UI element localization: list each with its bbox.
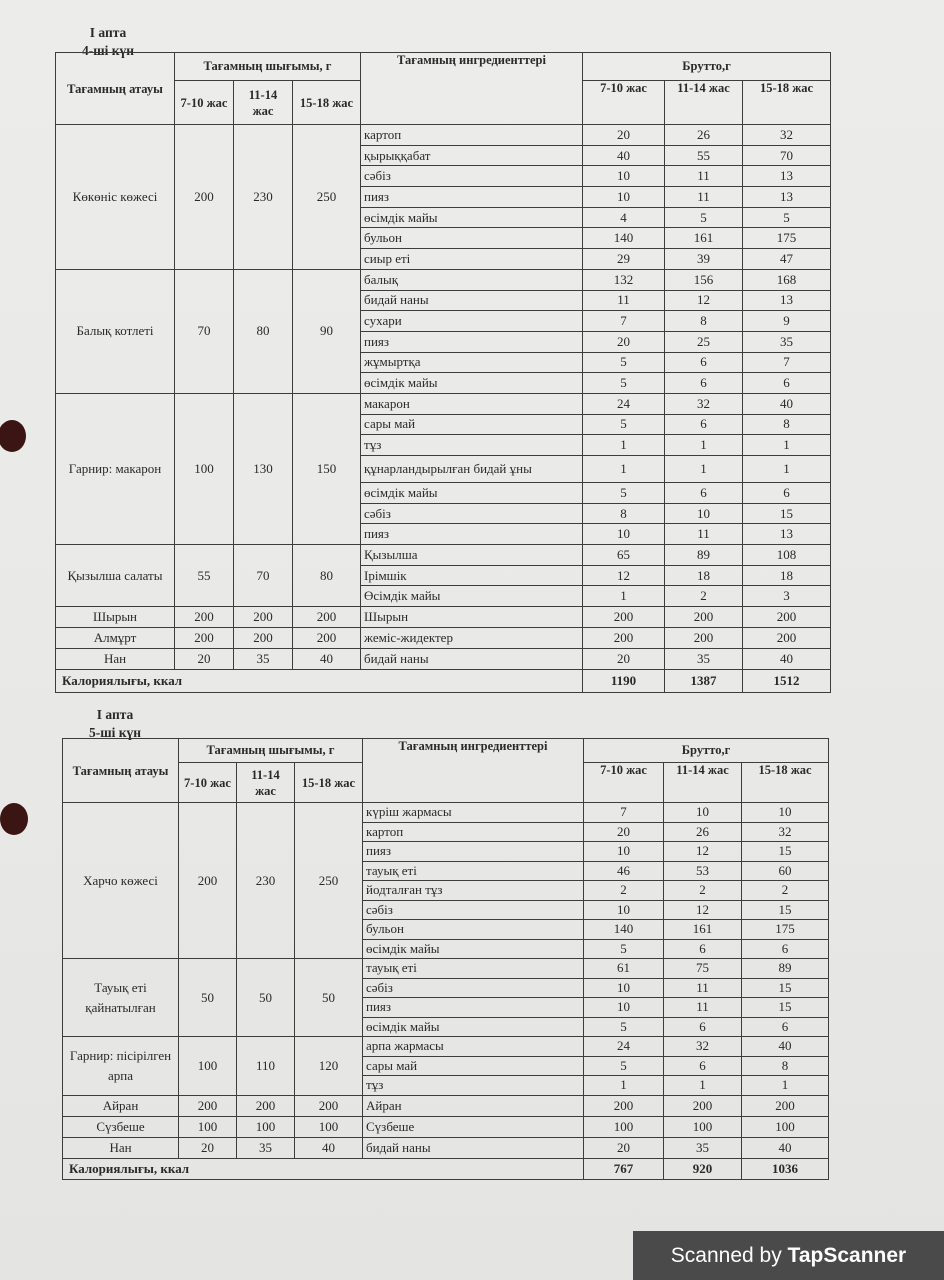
table-row	[63, 1095, 829, 1116]
brutto-value: 6	[665, 352, 743, 373]
table-row	[56, 393, 831, 414]
brutto-value: 8	[742, 1056, 829, 1076]
brutto-value: 200	[742, 1095, 829, 1116]
brutto-value: 161	[665, 228, 743, 249]
yield-age-header: 7-10 жас	[175, 81, 234, 125]
brutto-value: 6	[664, 1056, 742, 1076]
brutto-value: 40	[742, 1037, 829, 1057]
dish-yield: 35	[234, 649, 293, 670]
brutto-value: 6	[664, 939, 742, 959]
brutto-value: 40	[743, 393, 831, 414]
ingredient-name: тұз	[361, 435, 583, 456]
brutto-value: 8	[665, 311, 743, 332]
brutto-value: 7	[584, 803, 664, 823]
brutto-value: 1	[743, 435, 831, 456]
brutto-value: 5	[743, 207, 831, 228]
brutto-value: 18	[665, 565, 743, 586]
brutto-value: 108	[743, 545, 831, 566]
table-row	[56, 125, 831, 146]
brutto-value: 35	[665, 649, 743, 670]
yield-age-header: 7-10 жас	[179, 763, 237, 803]
menu-table-day5	[62, 738, 829, 1180]
brutto-value: 15	[742, 998, 829, 1018]
ingredient-name: сәбіз	[363, 900, 584, 920]
brutto-value: 5	[665, 207, 743, 228]
dish-name: Тауық еті қайнатылған	[63, 959, 179, 1037]
table-row	[56, 649, 831, 670]
brutto-value: 10	[583, 524, 665, 545]
brutto-value: 35	[743, 331, 831, 352]
brutto-value: 6	[665, 414, 743, 435]
brutto-value: 8	[743, 414, 831, 435]
brutto-value: 161	[664, 920, 742, 940]
brutto-value: 20	[583, 649, 665, 670]
ingredient-name: өсімдік майы	[363, 1017, 584, 1037]
ingredient-name: күріш жармасы	[363, 803, 584, 823]
dish-yield: 230	[237, 803, 295, 959]
dish-yield: 20	[175, 649, 234, 670]
brutto-value: 10	[742, 803, 829, 823]
brutto-value: 75	[664, 959, 742, 979]
dish-yield: 20	[179, 1137, 237, 1158]
ingredient-name: Шырын	[361, 607, 583, 628]
table-row	[56, 607, 831, 628]
dish-name: Сүзбеше	[63, 1116, 179, 1137]
brutto-value: 89	[742, 959, 829, 979]
dish-name: Айран	[63, 1095, 179, 1116]
dish-yield: 110	[237, 1037, 295, 1096]
brutto-value: 11	[664, 998, 742, 1018]
dish-yield: 250	[295, 803, 363, 959]
brutto-age-header: 11-14 жас	[665, 81, 743, 125]
brutto-value: 1	[743, 456, 831, 483]
ingredient-name: картоп	[363, 822, 584, 842]
dish-yield: 50	[237, 959, 295, 1037]
dish-yield: 200	[293, 607, 361, 628]
ingredient-name: макарон	[361, 393, 583, 414]
brutto-value: 5	[583, 352, 665, 373]
brutto-value: 13	[743, 166, 831, 187]
brutto-value: 53	[664, 861, 742, 881]
brutto-value: 20	[584, 1137, 664, 1158]
brutto-value: 10	[664, 803, 742, 823]
table-row	[56, 269, 831, 290]
brutto-header: Брутто,г	[584, 739, 829, 763]
week-label: I апта	[89, 25, 127, 40]
dish-yield: 200	[234, 628, 293, 649]
dish-name: Нан	[56, 649, 175, 670]
day-label: 5-ші күн	[89, 725, 142, 740]
ingredients-header: Тағамның ингредиенттері	[361, 53, 583, 125]
brutto-age-header: 7-10 жас	[583, 81, 665, 125]
calorie-total-value: 1190	[583, 670, 665, 693]
ingredient-name: Өсімдік майы	[361, 586, 583, 607]
brutto-value: 25	[665, 331, 743, 352]
table-row	[63, 1137, 829, 1158]
brutto-value: 5	[584, 1056, 664, 1076]
brutto-value: 15	[742, 842, 829, 862]
brutto-value: 20	[583, 331, 665, 352]
table-row	[63, 1116, 829, 1137]
ingredient-name: сәбіз	[361, 166, 583, 187]
scanner-watermark	[633, 1231, 944, 1280]
brutto-value: 47	[743, 249, 831, 270]
ingredient-name: өсімдік майы	[361, 373, 583, 394]
yield-age-header: 11-14 жас	[234, 81, 293, 125]
brutto-value: 200	[665, 607, 743, 628]
ingredient-name: сиыр еті	[361, 249, 583, 270]
dish-name: Нан	[63, 1137, 179, 1158]
dish-yield: 100	[175, 393, 234, 544]
dish-yield: 230	[234, 125, 293, 270]
brutto-value: 32	[743, 125, 831, 146]
brutto-value: 200	[743, 607, 831, 628]
brutto-value: 46	[584, 861, 664, 881]
dish-yield: 55	[175, 545, 234, 607]
dish-yield: 70	[234, 545, 293, 607]
dish-name-header: Тағамның атауы	[63, 739, 179, 803]
brutto-value: 2	[664, 881, 742, 901]
brutto-value: 10	[584, 842, 664, 862]
brutto-value: 10	[583, 187, 665, 208]
brutto-value: 55	[665, 145, 743, 166]
brutto-value: 168	[743, 269, 831, 290]
ingredient-name: сухари	[361, 311, 583, 332]
ingredient-name: картоп	[361, 125, 583, 146]
ingredient-name: Ірімшік	[361, 565, 583, 586]
day-label: 4-ші күн	[82, 43, 135, 58]
brutto-value: 11	[583, 290, 665, 311]
brutto-value: 2	[584, 881, 664, 901]
dish-yield: 200	[179, 803, 237, 959]
ingredient-name: Сүзбеше	[363, 1116, 584, 1137]
yield-header: Тағамның шығымы, г	[175, 53, 361, 81]
brutto-value: 1	[665, 456, 743, 483]
brutto-value: 20	[583, 125, 665, 146]
yield-age-header: 15-18 жас	[295, 763, 363, 803]
ingredient-name: пияз	[363, 842, 584, 862]
dish-yield: 200	[175, 125, 234, 270]
dish-name: Балық котлеті	[56, 269, 175, 393]
brutto-value: 6	[743, 483, 831, 504]
brutto-value: 15	[742, 978, 829, 998]
brutto-value: 175	[742, 920, 829, 940]
dish-yield: 200	[175, 628, 234, 649]
dish-yield: 200	[237, 1095, 295, 1116]
brutto-value: 9	[743, 311, 831, 332]
brutto-value: 100	[584, 1116, 664, 1137]
dish-yield: 200	[175, 607, 234, 628]
brutto-value: 10	[584, 978, 664, 998]
brutto-value: 175	[743, 228, 831, 249]
watermark-brand: TapScanner	[787, 1244, 907, 1267]
dish-yield: 150	[293, 393, 361, 544]
ingredient-name: бидай наны	[361, 290, 583, 311]
dish-yield: 200	[293, 628, 361, 649]
dish-yield: 100	[179, 1116, 237, 1137]
brutto-value: 65	[583, 545, 665, 566]
brutto-value: 200	[665, 628, 743, 649]
brutto-value: 7	[583, 311, 665, 332]
calorie-total-label: Калориялығы, ккал	[56, 670, 583, 693]
ingredient-name: тұз	[363, 1076, 584, 1096]
brutto-value: 11	[665, 187, 743, 208]
dish-yield: 40	[293, 649, 361, 670]
brutto-value: 8	[583, 503, 665, 524]
brutto-value: 10	[584, 900, 664, 920]
dish-yield: 200	[179, 1095, 237, 1116]
brutto-value: 2	[742, 881, 829, 901]
ingredient-name: Қызылша	[361, 545, 583, 566]
brutto-value: 12	[664, 900, 742, 920]
dish-yield: 120	[295, 1037, 363, 1096]
brutto-value: 39	[665, 249, 743, 270]
brutto-value: 10	[665, 503, 743, 524]
yield-age-header: 15-18 жас	[293, 81, 361, 125]
brutto-value: 61	[584, 959, 664, 979]
ingredient-name: бидай наны	[361, 649, 583, 670]
ingredient-name: қырыққабат	[361, 145, 583, 166]
dish-yield: 90	[293, 269, 361, 393]
brutto-value: 1	[664, 1076, 742, 1096]
brutto-value: 6	[743, 373, 831, 394]
dish-name: Шырын	[56, 607, 175, 628]
ingredient-name: пияз	[361, 524, 583, 545]
brutto-value: 200	[664, 1095, 742, 1116]
brutto-age-header: 7-10 жас	[584, 763, 664, 803]
brutto-value: 11	[665, 166, 743, 187]
table2-heading	[89, 706, 141, 742]
brutto-value: 1	[665, 435, 743, 456]
brutto-value: 140	[583, 228, 665, 249]
ingredient-name: өсімдік майы	[361, 207, 583, 228]
ingredients-header: Тағамның ингредиенттері	[363, 739, 584, 803]
ingredient-name: тауық еті	[363, 861, 584, 881]
calorie-total-value: 1387	[665, 670, 743, 693]
ingredient-name: пияз	[361, 187, 583, 208]
ingredient-name: өсімдік майы	[361, 483, 583, 504]
brutto-value: 1	[742, 1076, 829, 1096]
brutto-value: 18	[743, 565, 831, 586]
yield-age-header: 11-14 жас	[237, 763, 295, 803]
brutto-value: 6	[665, 483, 743, 504]
brutto-value: 10	[583, 166, 665, 187]
dish-yield: 50	[179, 959, 237, 1037]
brutto-value: 26	[665, 125, 743, 146]
watermark-prefix: Scanned by	[670, 1244, 782, 1267]
brutto-value: 5	[583, 414, 665, 435]
calorie-total-value: 920	[664, 1158, 742, 1180]
brutto-value: 32	[742, 822, 829, 842]
dish-name: Харчо көжесі	[63, 803, 179, 959]
brutto-header: Брутто,г	[583, 53, 831, 81]
brutto-value: 12	[583, 565, 665, 586]
calorie-total-value: 1512	[743, 670, 831, 693]
brutto-age-header: 11-14 жас	[664, 763, 742, 803]
brutto-value: 13	[743, 524, 831, 545]
brutto-value: 7	[743, 352, 831, 373]
ingredient-name: сары май	[361, 414, 583, 435]
brutto-value: 12	[664, 842, 742, 862]
brutto-value: 26	[664, 822, 742, 842]
ingredient-name: Айран	[363, 1095, 584, 1116]
brutto-value: 1	[583, 586, 665, 607]
dish-name-header: Тағамның атауы	[56, 53, 175, 125]
ingredient-name: тауық еті	[363, 959, 584, 979]
dish-yield: 100	[237, 1116, 295, 1137]
brutto-value: 24	[584, 1037, 664, 1057]
brutto-value: 6	[742, 1017, 829, 1037]
brutto-value: 100	[664, 1116, 742, 1137]
brutto-value: 1	[583, 435, 665, 456]
table-row	[56, 628, 831, 649]
brutto-value: 5	[583, 373, 665, 394]
brutto-value: 13	[743, 187, 831, 208]
calorie-total-label: Калориялығы, ккал	[63, 1158, 584, 1180]
brutto-value: 1	[584, 1076, 664, 1096]
dish-name: Алмұрт	[56, 628, 175, 649]
brutto-value: 89	[665, 545, 743, 566]
calorie-total-value: 767	[584, 1158, 664, 1180]
ingredient-name: бульон	[361, 228, 583, 249]
brutto-value: 40	[583, 145, 665, 166]
brutto-value: 2	[665, 586, 743, 607]
brutto-value: 32	[664, 1037, 742, 1057]
dish-yield: 50	[295, 959, 363, 1037]
brutto-value: 200	[583, 607, 665, 628]
brutto-value: 11	[665, 524, 743, 545]
calorie-total-row	[63, 1158, 829, 1180]
brutto-value: 32	[665, 393, 743, 414]
brutto-value: 11	[664, 978, 742, 998]
dish-name: Гарнир: пісірілген арпа	[63, 1037, 179, 1096]
brutto-value: 70	[743, 145, 831, 166]
brutto-value: 6	[742, 939, 829, 959]
week-label: I апта	[96, 707, 134, 722]
dish-yield: 70	[175, 269, 234, 393]
brutto-age-header: 15-18 жас	[742, 763, 829, 803]
brutto-age-header: 15-18 жас	[743, 81, 831, 125]
brutto-value: 29	[583, 249, 665, 270]
dish-yield: 100	[295, 1116, 363, 1137]
dish-yield: 200	[295, 1095, 363, 1116]
dish-name: Көкөніс көжесі	[56, 125, 175, 270]
brutto-value: 13	[743, 290, 831, 311]
brutto-value: 20	[584, 822, 664, 842]
ingredient-name: сәбіз	[363, 978, 584, 998]
calorie-total-value: 1036	[742, 1158, 829, 1180]
brutto-value: 24	[583, 393, 665, 414]
brutto-value: 6	[665, 373, 743, 394]
dish-yield: 40	[295, 1137, 363, 1158]
punch-hole	[0, 803, 28, 835]
dish-yield: 35	[237, 1137, 295, 1158]
ingredient-name: сары май	[363, 1056, 584, 1076]
dish-yield: 80	[293, 545, 361, 607]
brutto-value: 60	[742, 861, 829, 881]
ingredient-name: пияз	[363, 998, 584, 1018]
dish-yield: 130	[234, 393, 293, 544]
brutto-value: 200	[743, 628, 831, 649]
table-row	[56, 545, 831, 566]
brutto-value: 6	[664, 1017, 742, 1037]
yield-header: Тағамның шығымы, г	[179, 739, 363, 763]
ingredient-name: құнарландырылған бидай ұны	[361, 456, 583, 483]
menu-table-day4	[55, 52, 831, 693]
brutto-value: 3	[743, 586, 831, 607]
brutto-value: 15	[743, 503, 831, 524]
brutto-value: 5	[584, 1017, 664, 1037]
brutto-value: 40	[743, 649, 831, 670]
brutto-value: 5	[584, 939, 664, 959]
ingredient-name: өсімдік майы	[363, 939, 584, 959]
dish-name: Гарнир: макарон	[56, 393, 175, 544]
brutto-value: 10	[584, 998, 664, 1018]
brutto-value: 200	[583, 628, 665, 649]
brutto-value: 40	[742, 1137, 829, 1158]
ingredient-name: арпа жармасы	[363, 1037, 584, 1057]
brutto-value: 4	[583, 207, 665, 228]
brutto-value: 15	[742, 900, 829, 920]
dish-yield: 250	[293, 125, 361, 270]
dish-name: Қызылша салаты	[56, 545, 175, 607]
ingredient-name: пияз	[361, 331, 583, 352]
brutto-value: 156	[665, 269, 743, 290]
dish-yield: 80	[234, 269, 293, 393]
ingredient-name: жұмыртқа	[361, 352, 583, 373]
brutto-value: 132	[583, 269, 665, 290]
ingredient-name: бидай наны	[363, 1137, 584, 1158]
dish-yield: 200	[234, 607, 293, 628]
brutto-value: 1	[583, 456, 665, 483]
brutto-value: 200	[584, 1095, 664, 1116]
calorie-total-row	[56, 670, 831, 693]
ingredient-name: жеміс-жидектер	[361, 628, 583, 649]
ingredient-name: бульон	[363, 920, 584, 940]
table-row	[63, 959, 829, 979]
ingredient-name: сәбіз	[361, 503, 583, 524]
ingredient-name: балық	[361, 269, 583, 290]
brutto-value: 100	[742, 1116, 829, 1137]
ingredient-name: йодталған тұз	[363, 881, 584, 901]
brutto-value: 12	[665, 290, 743, 311]
brutto-value: 35	[664, 1137, 742, 1158]
table-row	[63, 803, 829, 823]
table-row	[63, 1037, 829, 1057]
brutto-value: 5	[583, 483, 665, 504]
brutto-value: 140	[584, 920, 664, 940]
dish-yield: 100	[179, 1037, 237, 1096]
